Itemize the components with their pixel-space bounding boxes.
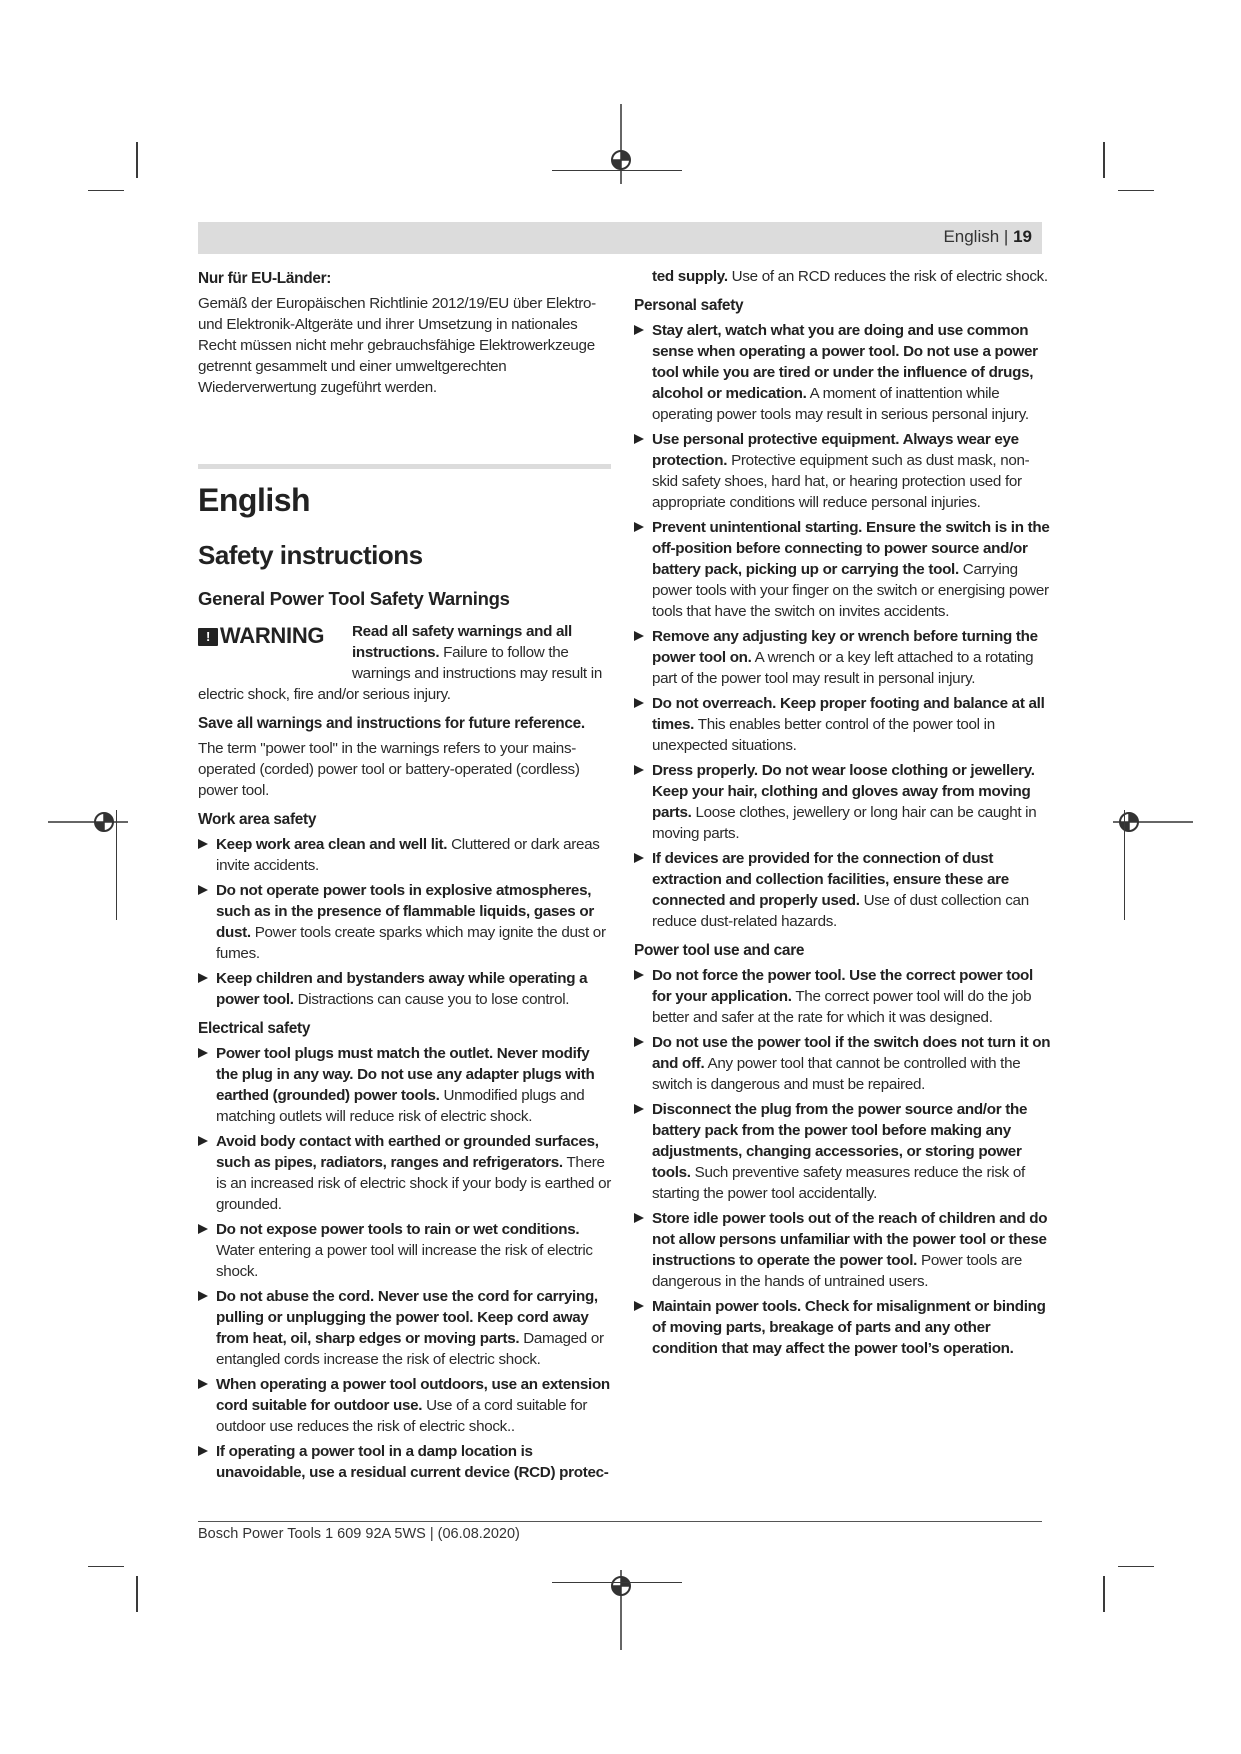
list-item: [198, 1219, 611, 1282]
triangle-bullet-icon: [634, 1301, 644, 1311]
item-bold: Use personal protective equipment. Always wear eye protection.: [652, 431, 1019, 469]
list-item: [634, 965, 1052, 1028]
triangle-bullet-icon: [634, 434, 644, 444]
list-item: [198, 834, 611, 876]
list-item: [634, 1296, 1052, 1359]
personal-safety-heading: Personal safety: [634, 297, 744, 314]
warning-text: Failure to follow the warnings and instructions may result in electric shock, fire and/or serious injury.: [198, 644, 602, 703]
item-text: Protective equipment such as dust mask, non-skid safety shoes, hard hat, or hearing protection used for appropriate conditions will reduce personal injuries.: [652, 452, 1030, 511]
item-text: Unmodified plugs and matching outlets will reduce risk of electric shock.: [216, 1087, 585, 1125]
triangle-bullet-icon: [634, 631, 644, 641]
item-text: A wrench or a key left attached to a rotating part of the power tool may result in personal injury.: [652, 649, 1034, 687]
crop-mark: [1103, 1576, 1105, 1612]
item-bold: Power tool plugs must match the outlet. Never modify the plug in any way. Do not use any adapter plugs with earthed (grounded) power tools.: [216, 1045, 595, 1104]
list-item: [634, 1208, 1052, 1292]
list-item: [198, 1374, 611, 1437]
item-bold: If devices are provided for the connection of dust extraction and collection facilities, ensure these are connected and properly used.: [652, 850, 1009, 909]
item-text: Loose clothes, jewellery or long hair can be caught in moving parts.: [652, 804, 1037, 842]
continued-item: [634, 266, 1052, 287]
crop-mark: [552, 170, 682, 171]
crop-mark: [552, 1582, 682, 1583]
item-text: A moment of inattention while operating power tools may result in serious personal injury.: [652, 385, 1029, 423]
item-bold: ted supply.: [652, 268, 728, 285]
list-item: [634, 760, 1052, 844]
crop-mark: [116, 810, 117, 920]
eu-text: Gemäß der Europäischen Richtlinie 2012/19/EU über Elektro- und Elektronik-Altgeräte und ihrer Umsetzung in nationales Recht müssen nicht mehr gebrauchsfähige Elektrowerkzeuge getrennt gesammelt und einer umweltgerechten Wiederverwertung zugeführt werden.: [198, 295, 596, 396]
item-bold: Do not use the power tool if the switch does not turn it on and off.: [652, 1034, 1051, 1072]
registration-mark-icon: [1113, 808, 1193, 836]
crop-mark: [1118, 1566, 1154, 1567]
item-text: Use of a cord suitable for outdoor use reduces the risk of electric shock..: [216, 1397, 588, 1435]
crop-mark: [136, 142, 138, 178]
triangle-bullet-icon: [198, 1136, 208, 1146]
warning-label: WARNING: [220, 623, 325, 648]
triangle-bullet-icon: [634, 970, 644, 980]
item-bold: Do not abuse the cord. Never use the cord for carrying, pulling or unplugging the power tool. Keep cord away from heat, oil, sharp edges or moving parts.: [216, 1288, 598, 1347]
item-text: Any power tool that cannot be controlled with the switch is dangerous and must be repaired.: [652, 1055, 1021, 1093]
item-text: Such preventive safety measures reduce the risk of starting the power tool accidentally.: [652, 1164, 1025, 1202]
list-item: [634, 848, 1052, 932]
item-text: Carrying power tools with your finger on the switch or energising power tools that have the switch on invites accidents.: [652, 561, 1049, 620]
item-text: This enables better control of the power tool in unexpected situations.: [652, 716, 995, 754]
triangle-bullet-icon: [198, 1048, 208, 1058]
item-bold: Maintain power tools. Check for misalignment or binding of moving parts, breakage of parts and any other condition that may affect the power tool’s operation.: [652, 1298, 1046, 1357]
tool-use-heading: Power tool use and care: [634, 942, 805, 959]
footer-divider: [198, 1521, 1042, 1522]
item-text: Use of an RCD reduces the risk of electric shock.: [727, 268, 1048, 285]
crop-mark: [1103, 142, 1105, 178]
item-bold: Stay alert, watch what you are doing and use common sense when operating a power tool. Do not use a power tool while you are tired or under the influence of drugs, alcohol or medication.: [652, 322, 1038, 402]
warning-triangle-icon: !: [198, 628, 218, 646]
list-item: [198, 968, 611, 1010]
list-item: [198, 1441, 611, 1483]
item-bold: Prevent unintentional starting. Ensure the switch is in the off-position before connecting to power source and/or battery pack, picking up or carrying the tool.: [652, 519, 1050, 578]
crop-mark: [1118, 190, 1154, 191]
work-area-heading: Work area safety: [198, 811, 317, 828]
list-item: [198, 880, 611, 964]
triangle-bullet-icon: [634, 853, 644, 863]
list-item: [634, 429, 1052, 513]
page-number: 19: [1013, 227, 1032, 246]
page-header: English | 19: [943, 227, 1032, 246]
item-text: The correct power tool will do the job better and safer at the rate for which it was designed.: [652, 988, 1032, 1026]
list-item: [634, 517, 1052, 622]
triangle-bullet-icon: [198, 1379, 208, 1389]
triangle-bullet-icon: [634, 522, 644, 532]
warning-bold: Read all safety warnings and all instructions.: [352, 623, 572, 661]
eu-title: Nur für EU-Länder:: [198, 270, 332, 287]
header-language: English: [943, 227, 1000, 246]
term-definition: The term "power tool" in the warnings refers to your mains-operated (corded) power tool or battery-operated (cordless) power tool.: [198, 740, 580, 799]
left-column: [198, 266, 611, 1487]
triangle-bullet-icon: [198, 1291, 208, 1301]
right-column: [634, 266, 1052, 1363]
item-text: Power tools are dangerous in the hands of untrained users.: [652, 1252, 1023, 1290]
crop-mark: [136, 1576, 138, 1612]
item-text: Cluttered or dark areas invite accidents.: [216, 836, 600, 874]
crop-mark: [1124, 810, 1125, 920]
section-divider: [198, 464, 611, 469]
electrical-heading: Electrical safety: [198, 1020, 311, 1037]
item-text: Water entering a power tool will increase the risk of electric shock.: [216, 1242, 593, 1280]
triangle-bullet-icon: [634, 1213, 644, 1223]
triangle-bullet-icon: [634, 325, 644, 335]
triangle-bullet-icon: [198, 885, 208, 895]
list-item: [198, 1286, 611, 1370]
triangle-bullet-icon: [634, 1104, 644, 1114]
triangle-bullet-icon: [634, 1037, 644, 1047]
triangle-bullet-icon: [198, 1224, 208, 1234]
crop-mark: [88, 190, 124, 191]
list-item: [634, 693, 1052, 756]
item-bold: If operating a power tool in a damp location is unavoidable, use a residual current device (RCD) protec-: [216, 1443, 609, 1481]
triangle-bullet-icon: [198, 973, 208, 983]
item-bold: Remove any adjusting key or wrench before turning the power tool on.: [652, 628, 1038, 666]
list-item: [634, 626, 1052, 689]
item-bold: Do not expose power tools to rain or wet conditions.: [216, 1221, 580, 1238]
item-bold: Do not force the power tool. Use the correct power tool for your application.: [652, 967, 1033, 1005]
triangle-bullet-icon: [198, 839, 208, 849]
warning-block: [198, 621, 611, 705]
item-text: There is an increased risk of electric shock if your body is earthed or grounded.: [216, 1154, 611, 1213]
language-heading: English: [198, 482, 311, 518]
item-bold: Dress properly. Do not wear loose clothing or jewellery. Keep your hair, clothing and gloves away from moving parts.: [652, 762, 1035, 821]
warning-badge: [198, 621, 352, 665]
triangle-bullet-icon: [198, 1446, 208, 1456]
list-item: [198, 1043, 611, 1127]
triangle-bullet-icon: [634, 765, 644, 775]
item-bold: Do not overreach. Keep proper footing and balance at all times.: [652, 695, 1045, 733]
page-header-bar: [198, 222, 1042, 254]
crop-mark: [88, 1566, 124, 1567]
item-bold: Store idle power tools out of the reach of children and do not allow persons unfamiliar with the power tool or these instructions to operate the power tool.: [652, 1210, 1048, 1269]
item-bold: Do not operate power tools in explosive atmospheres, such as in the presence of flammable liquids, gases or dust.: [216, 882, 594, 941]
subsection-heading: General Power Tool Safety Warnings: [198, 588, 510, 609]
item-text: Distractions can cause you to lose control.: [293, 991, 570, 1008]
item-bold: Keep work area clean and well lit.: [216, 836, 448, 853]
list-item: [634, 1032, 1052, 1095]
section-heading: Safety instructions: [198, 540, 423, 570]
list-item: [198, 1131, 611, 1215]
item-text: Damaged or entangled cords increase the risk of electric shock.: [216, 1330, 604, 1368]
item-bold: Avoid body contact with earthed or grounded surfaces, such as pipes, radiators, ranges and refrigerators.: [216, 1133, 599, 1171]
page-footer: Bosch Power Tools 1 609 92A 5WS | (06.08.2020): [198, 1526, 520, 1542]
list-item: [634, 1099, 1052, 1204]
item-bold: Disconnect the plug from the power source and/or the battery pack from the power tool before making any adjustments, changing accessories, or storing power tools.: [652, 1101, 1028, 1181]
registration-mark-icon: [607, 104, 635, 184]
list-item: [634, 320, 1052, 425]
item-text: Use of dust collection can reduce dust-related hazards.: [652, 892, 1029, 930]
item-text: Power tools create sparks which may ignite the dust or fumes.: [216, 924, 606, 962]
save-instructions: Save all warnings and instructions for future reference.: [198, 715, 585, 732]
item-bold: When operating a power tool outdoors, use an extension cord suitable for outdoor use.: [216, 1376, 610, 1414]
item-bold: Keep children and bystanders away while operating a power tool.: [216, 970, 588, 1008]
triangle-bullet-icon: [634, 698, 644, 708]
